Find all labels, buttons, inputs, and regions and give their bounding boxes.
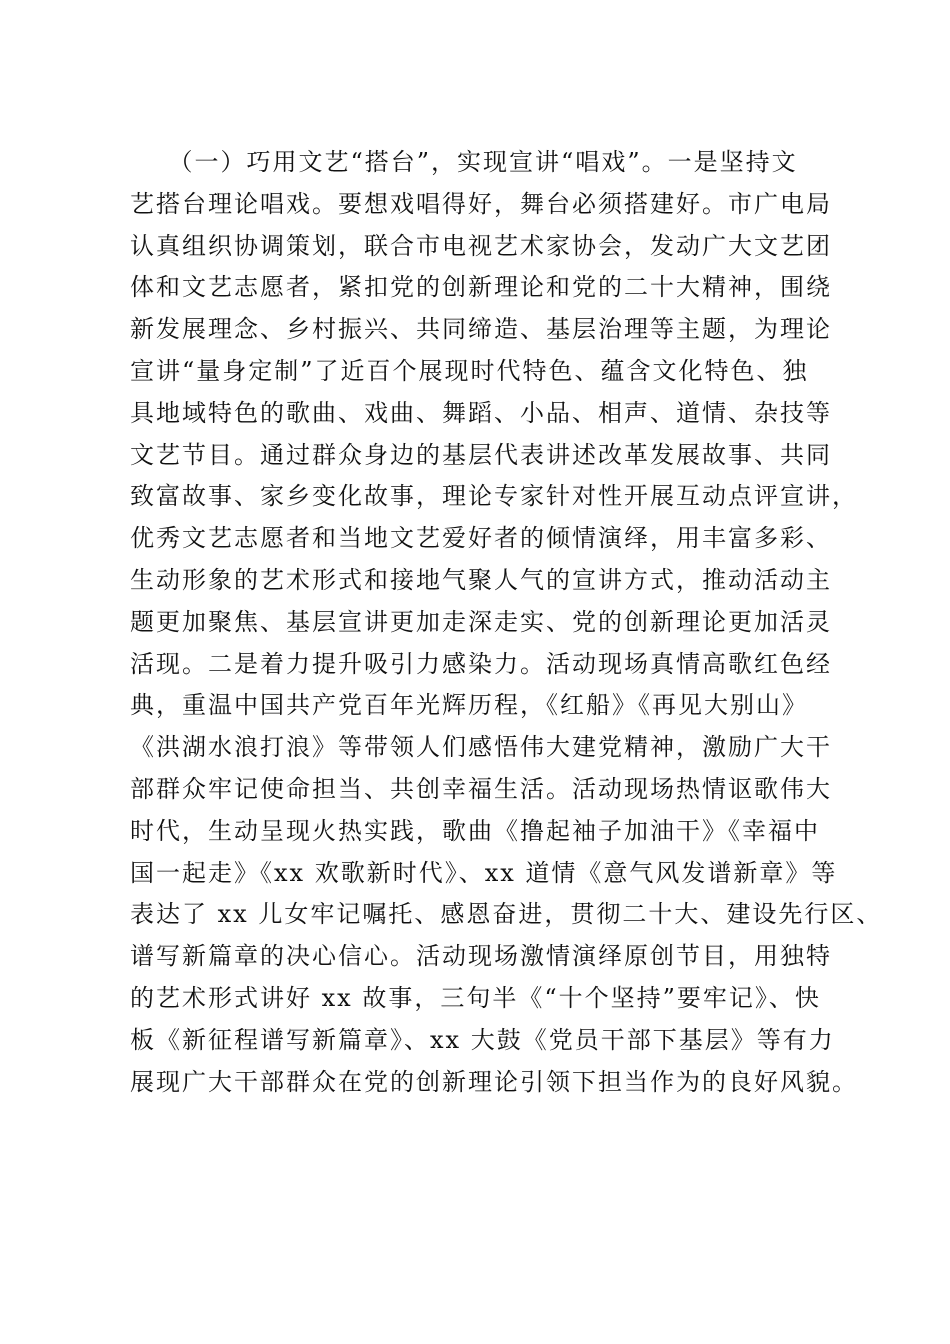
paragraph-line: （一）巧用文艺“搭台”，实现宣讲“唱戏”。一是坚持文	[130, 148, 798, 176]
paragraph-line: 时代，生动呈现火热实践，歌曲《撸起袖子加油干》《幸福中	[130, 816, 820, 845]
paragraph-line: 谱写新篇章的决心信心。活动现场激情演绎原创节目，用独特	[130, 942, 832, 971]
paragraph-line: 新发展理念、乡村振兴、共同缔造、基层治理等主题，为理论	[130, 315, 832, 344]
paragraph-line: 认真组织协调策划，联合市电视艺术家协会，发动广大文艺团	[130, 231, 832, 260]
paragraph-line: 具地域特色的歌曲、戏曲、舞蹈、小品、相声、道情、杂技等	[130, 398, 832, 427]
body-paragraph	[130, 142, 883, 1103]
paragraph-line: 的艺术形式讲好 xx 故事，三句半《“十个坚持”要牢记》、快	[130, 983, 821, 1012]
paragraph-line: 部群众牢记使命担当、共创幸福生活。活动现场热情讴歌伟大	[130, 774, 832, 803]
paragraph-line: 艺搭台理论唱戏。要想戏唱得好，舞台必须搭建好。市广电局	[130, 189, 832, 218]
paragraph-line: 国一起走》《xx 欢歌新时代》、xx 道情《意气风发谱新章》等	[130, 858, 838, 887]
paragraph-line: 宣讲“量身定制”了近百个展现时代特色、蕴含文化特色、独	[130, 356, 809, 385]
paragraph-line: 展现广大干部群众在党的创新理论引领下担当作为的良好风貌。	[130, 1067, 858, 1096]
paragraph-line: 优秀文艺志愿者和当地文艺爱好者的倾情演绎，用丰富多彩、	[130, 524, 832, 553]
paragraph-line: 体和文艺志愿者，紧扣党的创新理论和党的二十大精神，围绕	[130, 273, 832, 302]
paragraph-line: 文艺节目。通过群众身边的基层代表讲述改革发展故事、共同	[130, 440, 832, 469]
paragraph-line: 生动形象的艺术形式和接地气聚人气的宣讲方式，推动活动主	[130, 565, 832, 594]
paragraph-line: 活现。二是着力提升吸引力感染力。活动现场真情高歌红色经	[130, 649, 832, 678]
paragraph-line: 表达了 xx 儿女牢记嘱托、感恩奋进，贯彻二十大、建设先行区、	[130, 900, 883, 929]
paragraph-line: 板《新征程谱写新篇章》、xx 大鼓《党员干部下基层》等有力	[130, 1025, 835, 1054]
paragraph-line: 典，重温中国共产党百年光辉历程，《红船》《再见大别山》	[130, 691, 808, 720]
paragraph-line: 致富故事、家乡变化故事，理论专家针对性开展互动点评宣讲，	[130, 482, 858, 511]
paragraph-line: 题更加聚焦、基层宣讲更加走深走实、党的创新理论更加活灵	[130, 607, 832, 636]
paragraph-line: 《洪湖水浪打浪》等带领人们感悟伟大建党精神，激励广大干	[130, 733, 832, 762]
